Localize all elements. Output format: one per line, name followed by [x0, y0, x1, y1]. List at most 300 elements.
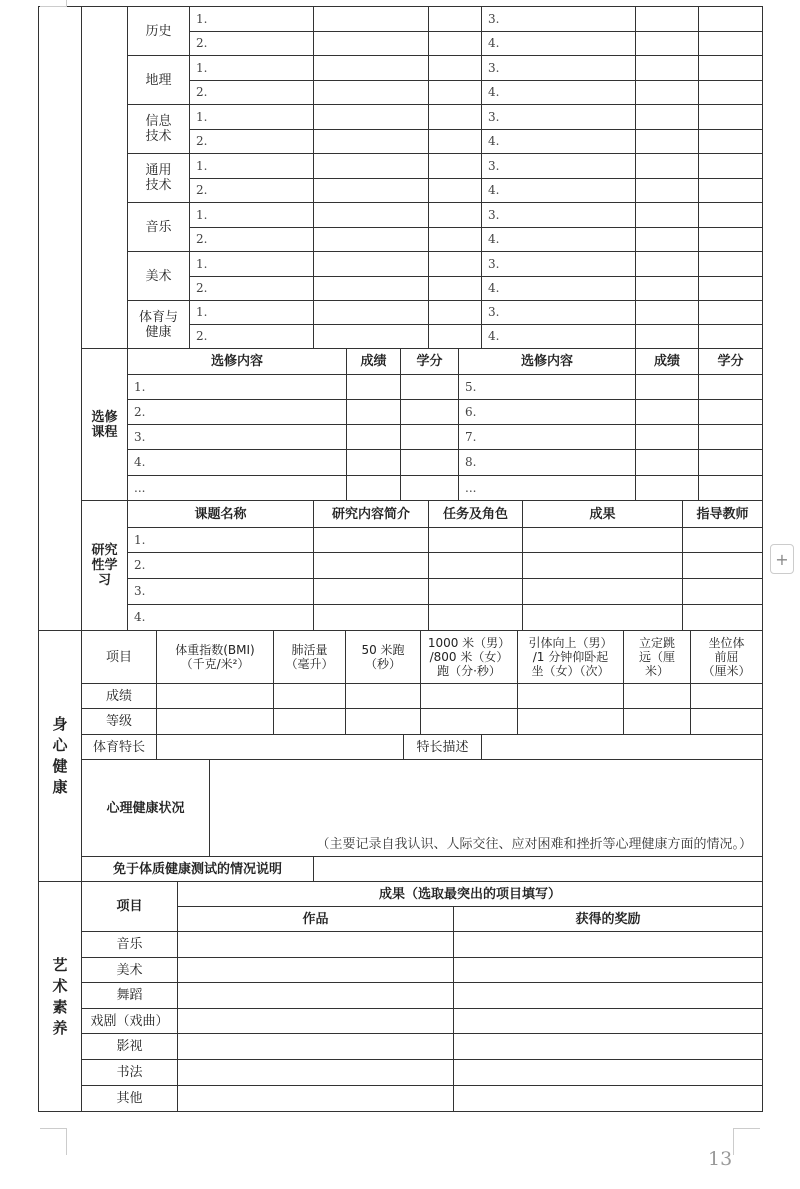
subject-name-text: 音乐: [145, 219, 172, 235]
research-cell[interactable]: [682, 604, 763, 631]
module-entry[interactable]: [481, 31, 636, 56]
module-entry-text: 1.: [196, 305, 208, 319]
elective-header: [635, 348, 699, 375]
module-entry-text: 2.: [196, 329, 208, 343]
research-entry-text: 3.: [134, 584, 146, 598]
score-cell[interactable]: [635, 6, 699, 32]
module-entry-text: 4.: [488, 281, 500, 295]
research-header: [682, 500, 763, 528]
elective-entry-text: 6.: [465, 404, 477, 419]
module-entry[interactable]: [189, 31, 314, 56]
score-cell[interactable]: [346, 374, 401, 400]
credit-cell[interactable]: [400, 449, 459, 476]
research-header: [522, 500, 683, 528]
elective-entry[interactable]: [458, 399, 636, 425]
subject-name: [127, 153, 190, 203]
art-works-cell[interactable]: [177, 982, 454, 1009]
art-item-label: [81, 1085, 178, 1112]
module-entry-text: 2.: [196, 134, 208, 148]
credit-cell[interactable]: [428, 251, 482, 277]
elective-header-text: 学分: [717, 354, 744, 369]
score-cell[interactable]: [635, 104, 699, 130]
score-cell[interactable]: [635, 424, 699, 450]
exempt-label-text: 免于体质健康测试的情况说明: [112, 861, 282, 877]
credit-cell[interactable]: [428, 55, 482, 81]
subject-name-text: 地理: [145, 72, 172, 88]
fitness-value-cell[interactable]: [156, 708, 274, 735]
art-item-header-text: 项目: [116, 899, 143, 914]
module-entry-text: 2.: [196, 281, 208, 295]
elective-entry[interactable]: [458, 424, 636, 450]
module-entry[interactable]: [189, 178, 314, 203]
research-header-text: 成果: [589, 506, 616, 522]
score-cell[interactable]: [313, 6, 429, 32]
module-entry-text: 1.: [196, 11, 208, 26]
credit-cell[interactable]: [428, 153, 482, 179]
credit-cell[interactable]: [698, 475, 763, 501]
subject-name: [127, 6, 190, 56]
elective-entry-text: 1.: [134, 379, 146, 394]
score-cell[interactable]: [313, 324, 429, 349]
credit-cell[interactable]: [698, 374, 763, 400]
fitness-header-text: 体重指数(BMI) （千克/米²）: [175, 643, 255, 671]
art-item-label-text: 音乐: [116, 937, 143, 952]
module-entry[interactable]: [481, 276, 636, 301]
sport-specialty-label: [81, 734, 157, 760]
fitness-header: [517, 630, 624, 684]
module-entry[interactable]: [481, 178, 636, 203]
research-cell[interactable]: [522, 527, 683, 553]
art-award-cell[interactable]: [453, 931, 763, 958]
score-cell[interactable]: [313, 300, 429, 325]
module-entry[interactable]: [189, 251, 314, 277]
module-entry[interactable]: [481, 80, 636, 105]
score-cell[interactable]: [313, 153, 429, 179]
module-entry[interactable]: [481, 55, 636, 81]
credit-cell[interactable]: [698, 153, 763, 179]
score-cell[interactable]: [313, 31, 429, 56]
score-cell[interactable]: [313, 227, 429, 252]
elective-entry-text: 3.: [134, 429, 146, 444]
art-award-cell[interactable]: [453, 982, 763, 1009]
fitness-value-cell[interactable]: [517, 708, 624, 735]
specialty-desc-label-text: 特长描述: [416, 739, 469, 755]
art-award-cell[interactable]: [453, 1008, 763, 1034]
research-cell[interactable]: [682, 527, 763, 553]
elective-entry-text: 5.: [465, 379, 477, 394]
elective-label-text: 选修 课程: [91, 409, 118, 440]
credit-cell[interactable]: [428, 129, 482, 154]
fitness-header-text: 引体向上（男） /1 分钟仰卧起 坐（女）（次）: [528, 636, 613, 678]
credit-cell[interactable]: [428, 80, 482, 105]
health-section-label-text: 身 心 健 康: [52, 715, 68, 796]
research-cell[interactable]: [682, 552, 763, 579]
score-cell[interactable]: [313, 80, 429, 105]
credit-cell[interactable]: [428, 300, 482, 325]
art-award-cell[interactable]: [453, 1085, 763, 1112]
elective-label: [81, 348, 128, 501]
score-cell[interactable]: [635, 475, 699, 501]
art-item-label: [81, 931, 178, 958]
research-cell[interactable]: [428, 527, 523, 553]
credit-cell[interactable]: [698, 178, 763, 203]
module-entry-text: 3.: [488, 109, 500, 124]
credit-cell[interactable]: [698, 300, 763, 325]
fitness-value-cell[interactable]: [156, 683, 274, 709]
score-cell[interactable]: [635, 55, 699, 81]
fitness-value-cell[interactable]: [273, 683, 346, 709]
research-cell[interactable]: [428, 552, 523, 579]
credit-cell[interactable]: [428, 202, 482, 228]
art-works-cell[interactable]: [177, 1033, 454, 1060]
elective-header-text: 选修内容: [520, 354, 573, 369]
research-header-text: 课题名称: [194, 506, 247, 522]
art-section-label-text: 艺 术 素 养: [52, 955, 68, 1037]
elective-entry[interactable]: [458, 374, 636, 400]
elective-entry[interactable]: [127, 475, 347, 501]
page-corner-mark-bottom-left: [40, 1128, 67, 1155]
fitness-row-label: [81, 683, 157, 709]
research-cell[interactable]: [522, 604, 683, 631]
score-cell[interactable]: [635, 449, 699, 476]
module-entry-text: 4.: [488, 85, 500, 99]
elective-header: [346, 348, 401, 375]
module-entry[interactable]: [481, 202, 636, 228]
score-cell[interactable]: [635, 374, 699, 400]
research-cell[interactable]: [522, 552, 683, 579]
credit-cell[interactable]: [428, 276, 482, 301]
specialty-desc-field[interactable]: [481, 734, 763, 760]
research-header: [127, 500, 314, 528]
credit-cell[interactable]: [428, 6, 482, 32]
elective-header: [458, 348, 636, 375]
score-cell[interactable]: [635, 399, 699, 425]
module-entry[interactable]: [189, 129, 314, 154]
health-section-label: [38, 630, 82, 882]
credit-cell[interactable]: [698, 80, 763, 105]
score-cell[interactable]: [313, 202, 429, 228]
elective-entry-text: ...: [134, 480, 146, 495]
sport-specialty-field[interactable]: [156, 734, 404, 760]
art-item-header: [81, 881, 178, 932]
add-button[interactable]: [770, 544, 794, 574]
score-cell[interactable]: [635, 31, 699, 56]
module-entry-text: 3.: [488, 256, 500, 271]
research-entry[interactable]: [127, 552, 314, 579]
credit-cell[interactable]: [698, 104, 763, 130]
module-entry-text: 1.: [196, 109, 208, 124]
score-cell[interactable]: [635, 300, 699, 325]
art-result-header: [177, 881, 763, 907]
module-entry-text: 4.: [488, 329, 500, 343]
elective-header-text: 成绩: [360, 354, 387, 369]
score-cell[interactable]: [313, 178, 429, 203]
art-item-label: [81, 1008, 178, 1034]
credit-cell[interactable]: [698, 202, 763, 228]
module-entry[interactable]: [189, 202, 314, 228]
module-entry[interactable]: [189, 153, 314, 179]
credit-cell[interactable]: [698, 424, 763, 450]
score-cell[interactable]: [635, 251, 699, 277]
credit-cell[interactable]: [698, 129, 763, 154]
module-entry[interactable]: [189, 300, 314, 325]
score-cell[interactable]: [346, 449, 401, 476]
credit-cell[interactable]: [698, 31, 763, 56]
fitness-header: [420, 630, 518, 684]
module-entry-text: 3.: [488, 305, 500, 319]
score-cell[interactable]: [635, 80, 699, 105]
fitness-value-cell[interactable]: [273, 708, 346, 735]
fitness-header: [273, 630, 346, 684]
module-entry[interactable]: [481, 300, 636, 325]
elective-header: [127, 348, 347, 375]
module-entry[interactable]: [189, 80, 314, 105]
credit-cell[interactable]: [698, 449, 763, 476]
research-cell[interactable]: [313, 578, 429, 605]
fitness-value-cell[interactable]: [420, 683, 518, 709]
module-entry-text: 3.: [488, 158, 500, 173]
credit-cell[interactable]: [400, 399, 459, 425]
section-label-compulsory: [81, 6, 128, 349]
elective-entry-text: 8.: [465, 455, 477, 469]
module-entry-text: 4.: [488, 183, 500, 197]
credit-cell[interactable]: [698, 55, 763, 81]
fitness-header-text: 50 米跑 （秒）: [361, 643, 405, 671]
module-entry-text: 2.: [196, 85, 208, 99]
fitness-value-cell[interactable]: [623, 708, 691, 735]
module-entry-text: 3.: [488, 207, 500, 222]
research-cell[interactable]: [428, 604, 523, 631]
art-award-header: [453, 906, 763, 932]
score-cell[interactable]: [635, 227, 699, 252]
module-entry-text: 2.: [196, 232, 208, 246]
module-entry[interactable]: [189, 6, 314, 32]
art-item-label-text: 舞蹈: [116, 988, 143, 1003]
fitness-header-text: 肺活量 （毫升）: [285, 643, 334, 671]
fitness-header: [345, 630, 421, 684]
elective-entry-text: 2.: [134, 404, 146, 419]
elective-entry[interactable]: [127, 424, 347, 450]
module-entry[interactable]: [189, 324, 314, 349]
fitness-row-label: [81, 708, 157, 735]
module-entry-text: 4.: [488, 232, 500, 246]
elective-entry-text: 7.: [465, 429, 477, 444]
fitness-header: [81, 630, 157, 684]
research-label-text: 研究 性学 习: [91, 543, 118, 588]
fitness-header: [156, 630, 274, 684]
score-cell[interactable]: [635, 153, 699, 179]
credit-cell[interactable]: [400, 424, 459, 450]
module-entry[interactable]: [481, 129, 636, 154]
subject-name: [127, 202, 190, 252]
credit-cell[interactable]: [428, 104, 482, 130]
art-item-label: [81, 957, 178, 983]
page-number: 13: [708, 1148, 733, 1170]
fitness-row-label-text: 成绩: [105, 688, 132, 704]
mental-health-label-text: 心理健康状况: [106, 800, 185, 816]
module-entry[interactable]: [481, 324, 636, 349]
elective-entry[interactable]: [127, 449, 347, 476]
art-award-header-text: 获得的奖励: [575, 911, 641, 927]
elective-entry[interactable]: [458, 475, 636, 501]
research-header: [428, 500, 523, 528]
elective-entry[interactable]: [127, 374, 347, 400]
fitness-value-cell[interactable]: [420, 708, 518, 735]
research-cell[interactable]: [313, 527, 429, 553]
exempt-field[interactable]: [313, 856, 763, 882]
module-entry-text: 2.: [196, 183, 208, 197]
score-cell[interactable]: [313, 55, 429, 81]
subject-name-text: 信息 技术: [145, 114, 172, 144]
art-works-cell[interactable]: [177, 1059, 454, 1086]
section-label-academic: [38, 6, 82, 631]
score-cell[interactable]: [346, 475, 401, 501]
elective-header: [698, 348, 763, 375]
fitness-value-cell[interactable]: [690, 708, 763, 735]
research-cell[interactable]: [522, 578, 683, 605]
subject-name-text: 通用 技术: [145, 163, 172, 193]
credit-cell[interactable]: [698, 324, 763, 349]
fitness-value-cell[interactable]: [517, 683, 624, 709]
research-entry[interactable]: [127, 578, 314, 605]
art-works-cell[interactable]: [177, 957, 454, 983]
credit-cell[interactable]: [400, 374, 459, 400]
art-item-label-text: 影视: [116, 1039, 143, 1054]
fitness-value-cell[interactable]: [690, 683, 763, 709]
fitness-header-text: 坐位体 前屈 （厘米）: [702, 636, 751, 678]
score-cell[interactable]: [635, 129, 699, 154]
research-cell[interactable]: [682, 578, 763, 605]
score-cell[interactable]: [346, 399, 401, 425]
module-entry[interactable]: [481, 6, 636, 32]
module-entry-text: 4.: [488, 134, 500, 148]
art-award-cell[interactable]: [453, 1059, 763, 1086]
credit-cell[interactable]: [428, 324, 482, 349]
score-cell[interactable]: [346, 424, 401, 450]
art-item-label-text: 美术: [116, 962, 143, 978]
score-cell[interactable]: [635, 178, 699, 203]
art-item-label-text: 戏剧（戏曲）: [90, 1013, 169, 1029]
credit-cell[interactable]: [428, 227, 482, 252]
credit-cell[interactable]: [428, 178, 482, 203]
subject-name: [127, 55, 190, 105]
credit-cell[interactable]: [698, 6, 763, 32]
score-cell[interactable]: [635, 324, 699, 349]
art-section-label: [38, 881, 82, 1112]
research-header-text: 任务及角色: [442, 506, 508, 522]
art-item-label: [81, 1033, 178, 1060]
research-entry-text: 2.: [134, 558, 146, 572]
art-works-cell[interactable]: [177, 1008, 454, 1034]
module-entry-text: 1.: [196, 158, 208, 173]
research-cell[interactable]: [313, 604, 429, 631]
art-works-cell[interactable]: [177, 1085, 454, 1112]
art-works-header-text: 作品: [302, 911, 329, 927]
subject-name: [127, 104, 190, 154]
art-result-header-text: 成果（选取最突出的项目填写）: [378, 886, 561, 902]
score-cell[interactable]: [635, 202, 699, 228]
art-award-cell[interactable]: [453, 957, 763, 983]
module-entry-text: 1.: [196, 256, 208, 271]
research-entry[interactable]: [127, 527, 314, 553]
module-entry-text: 3.: [488, 60, 500, 75]
research-cell[interactable]: [428, 578, 523, 605]
art-award-cell[interactable]: [453, 1033, 763, 1060]
elective-entry[interactable]: [127, 399, 347, 425]
page-corner-mark-bottom-right: [733, 1128, 760, 1155]
subject-name: [127, 300, 190, 349]
module-entry[interactable]: [481, 251, 636, 277]
research-header: [313, 500, 429, 528]
research-cell[interactable]: [313, 552, 429, 579]
module-entry[interactable]: [189, 55, 314, 81]
art-works-cell[interactable]: [177, 931, 454, 958]
credit-cell[interactable]: [698, 227, 763, 252]
module-entry[interactable]: [189, 104, 314, 130]
elective-header-text: 成绩: [653, 354, 680, 369]
module-entry-text: 1.: [196, 60, 208, 75]
art-item-label: [81, 1059, 178, 1086]
fitness-header: [690, 630, 763, 684]
credit-cell[interactable]: [400, 475, 459, 501]
score-cell[interactable]: [635, 276, 699, 301]
fitness-header-text: 立定跳 远（厘 米）: [638, 636, 675, 678]
elective-entry-text: 4.: [134, 455, 146, 469]
fitness-row-label-text: 等级: [105, 714, 132, 729]
mental-health-field-text: （主要记录自我认识、人际交往、应对困难和挫折等心理健康方面的情况。）: [316, 837, 752, 852]
fitness-value-cell[interactable]: [345, 683, 421, 709]
module-entry[interactable]: [481, 153, 636, 179]
research-entry-text: 4.: [134, 610, 146, 624]
credit-cell[interactable]: [428, 31, 482, 56]
fitness-header-text: 项目: [105, 649, 132, 665]
art-item-label: [81, 982, 178, 1009]
module-entry-text: 1.: [196, 207, 208, 222]
plus-icon: +: [775, 549, 789, 569]
fitness-header: [623, 630, 691, 684]
module-entry[interactable]: [189, 276, 314, 301]
research-entry[interactable]: [127, 604, 314, 631]
research-entry-text: 1.: [134, 532, 146, 547]
credit-cell[interactable]: [698, 276, 763, 301]
elective-entry-text: ...: [465, 480, 477, 495]
module-entry[interactable]: [481, 227, 636, 252]
module-entry[interactable]: [189, 227, 314, 252]
research-header-text: 研究内容简介: [331, 506, 410, 522]
module-entry[interactable]: [481, 104, 636, 130]
credit-cell[interactable]: [698, 399, 763, 425]
art-item-label-text: 其他: [116, 1091, 143, 1106]
fitness-value-cell[interactable]: [345, 708, 421, 735]
credit-cell[interactable]: [698, 251, 763, 277]
score-cell[interactable]: [313, 276, 429, 301]
fitness-header-text: 1000 米（男） /800 米（女） 跑（分·秒）: [427, 636, 511, 678]
exempt-label: [81, 856, 314, 882]
subject-name-text: 体育与 健康: [138, 309, 178, 340]
module-entry-text: 3.: [488, 11, 500, 26]
score-cell[interactable]: [313, 129, 429, 154]
score-cell[interactable]: [313, 251, 429, 277]
fitness-value-cell[interactable]: [623, 683, 691, 709]
elective-header: [400, 348, 459, 375]
score-cell[interactable]: [313, 104, 429, 130]
mental-health-label: [81, 759, 210, 857]
research-label: [81, 500, 128, 631]
elective-entry[interactable]: [458, 449, 636, 476]
mental-health-field[interactable]: [209, 759, 763, 857]
art-item-label-text: 书法: [116, 1065, 143, 1080]
specialty-desc-label: [403, 734, 482, 760]
